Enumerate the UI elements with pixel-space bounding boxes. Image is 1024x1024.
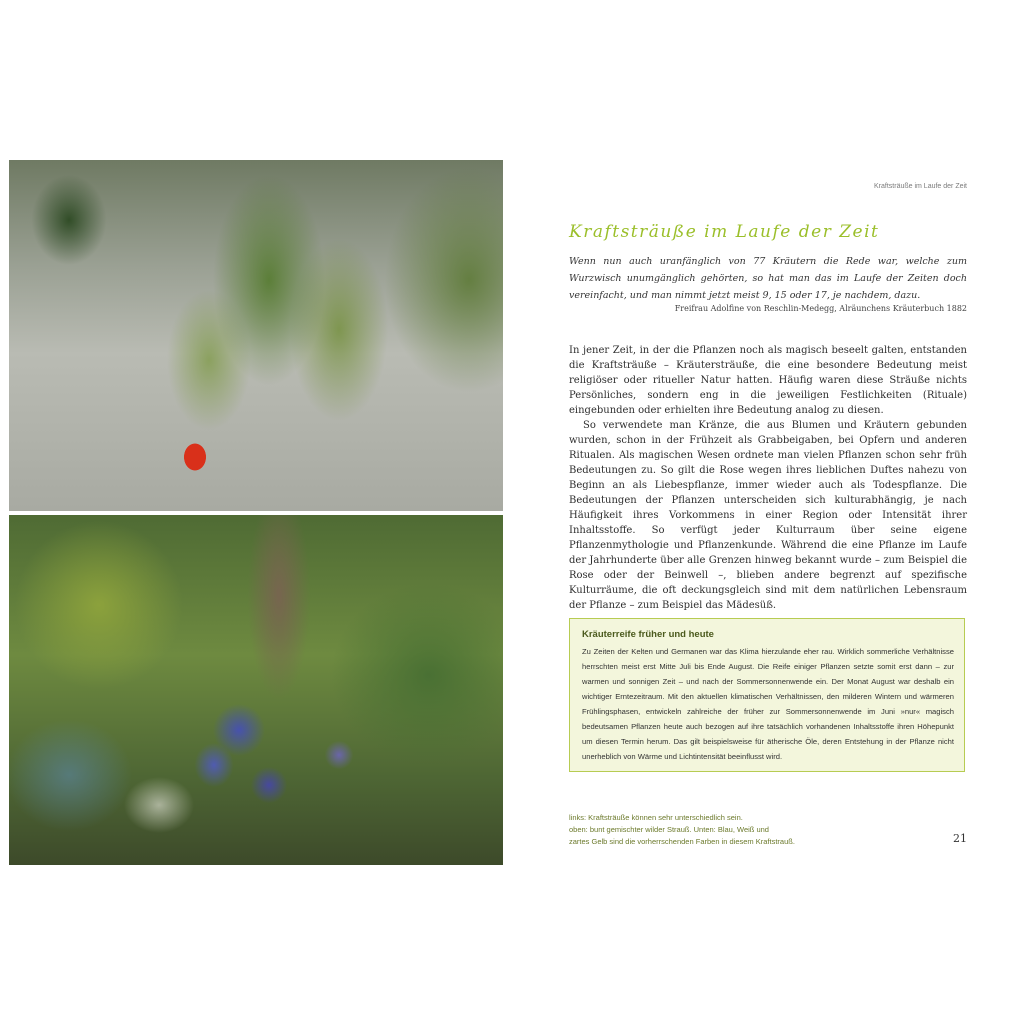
info-box-title: Kräuterreife früher und heute xyxy=(582,629,714,640)
body-paragraph: So verwendete man Kränze, die aus Blumen und Kräutern gebunden wurden, schon in der Frühzeit als Grabbeigaben, bei Opfern und anderen Ritualen. Als magischen Wesen ordnete man vielen Pflanzen schon sehr früh Bedeutungen zu. So gilt die Rose wegen ihres lieblichen Duftes nahezu von Beginn an als Liebespflanze, immer wieder auch als Todespflanze. Die Bedeutungen der Pflanzen unterscheiden sich kulturabhängig, je nach Häufigkeit ihres Vorkommens in einer Region oder Intensität ihrer Inhaltsstoffe. So verfügt jeder Kulturraum über seine eigene Pflanzenmythologie und Pflanzenkunde. Während die eine Pflanze im Laufe der Jahrhunderte über alle Grenzen hinweg bekannt wurde – zum Beispiel die Rose oder der Beinwell –, blieben andere begrenzt auf spezifische Kulturräume, die oft deckungsgleich sind mit dem natürlichen Lebensraum der Pflanze – zum Beispiel das Mädesüß. xyxy=(569,420,967,611)
caption-line: zartes Gelb sind die vorherrschenden Farben in diesem Kraftstrauß. xyxy=(569,837,795,846)
photo-blue-white-bouquet xyxy=(9,515,503,865)
epigraph-source: Freifrau Adolfine von Reschlin-Medegg, Alräunchens Kräuterbuch 1882 xyxy=(674,304,967,313)
body-text xyxy=(569,343,967,613)
info-box-text: Zu Zeiten der Kelten und Germanen war das Klima hierzulande eher rau. Wirklich sommerliche Verhältnisse herrschten meist erst Mitte Juli bis Ende August. Die Reife einiger Pflanzen setzte somit erst dann – zur warmen und sonnigen Zeit – und nach der Sommersonnenwende ein. Der Monat August war deshalb ein wichtiger Erntezeitraum. Mit den aktuellen klimatischen Verhältnissen, den milderen Wintern und wärmeren Frühlingsphasen, entwickeln zahlreiche der früher zur Sommersonnenwende im Juni »nur« magisch bedeutsamen Pflanzen heute auch bezogen auf ihre tatsächlich vorhandenen Inhaltsstoffe ihren Höhepunkt um diesen Termin herum. Das gilt beispielsweise für ätherische Öle, deren Entstehung in der Pflanze nicht unerheblich von Wärme und Lichtintensität beeinflusst wird. xyxy=(582,647,954,761)
photo-caption xyxy=(569,812,829,848)
photo-hanging-bouquet xyxy=(9,160,503,511)
running-header: Kraftsträuße im Laufe der Zeit xyxy=(874,183,967,190)
epigraph-quote: Wenn nun auch uranfänglich von 77 Kräutern die Rede war, welche zum Wurzwisch unumgänglich gehörten, so hat man das im Laufe der Zeiten doch vereinfacht, und man nimmt jetzt meist 9, 15 oder 17, je nachdem, dazu. xyxy=(569,256,967,301)
chapter-title: Kraftsträuße im Laufe der Zeit xyxy=(569,222,880,242)
body-paragraph: In jener Zeit, in der die Pflanzen noch als magisch beseelt galten, entstanden die Kraftsträuße – Kräutersträuße, die eine besondere Bedeutung meist religiöser oder ritueller Natur hatten. Häufig waren diese Sträuße nichts Persönliches, sondern eng in die jeweiligen Festlichkeiten (Rituale) eingebunden oder erhielten ihre Bedeutung analog zu diesen. xyxy=(569,345,967,416)
page-number: 21 xyxy=(953,832,967,845)
info-box xyxy=(569,618,965,772)
caption-line: oben: bunt gemischter wilder Strauß. Unten: Blau, Weiß und xyxy=(569,825,769,834)
caption-line: links: Kraftsträuße können sehr unterschiedlich sein. xyxy=(569,813,743,822)
